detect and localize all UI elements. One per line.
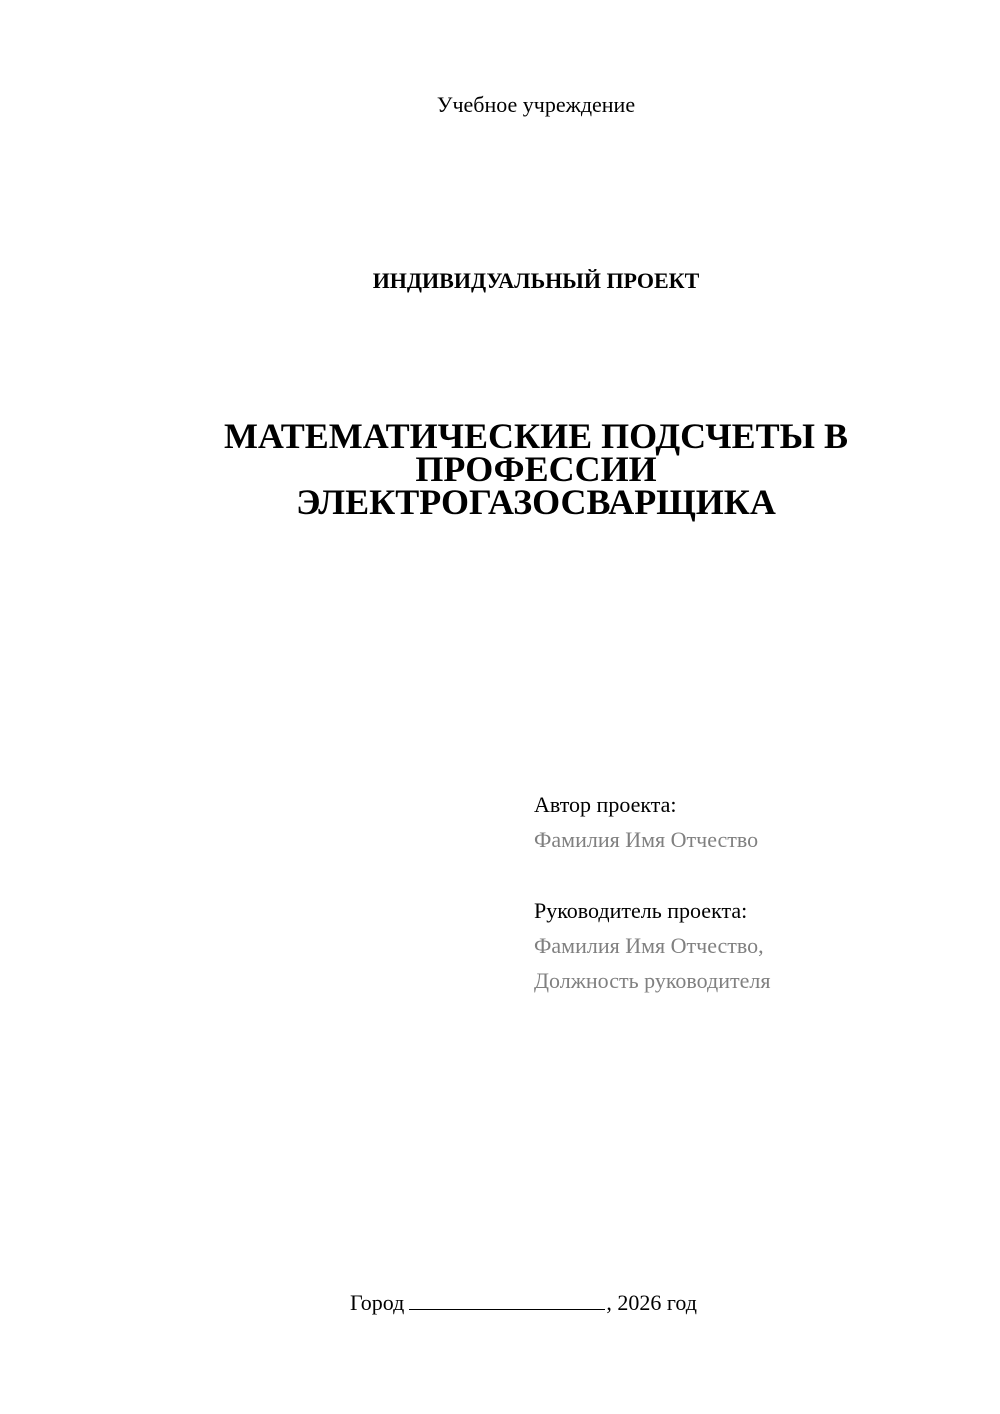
institution-name: Учебное учреждение bbox=[436, 92, 636, 117]
footer-city-year bbox=[350, 1290, 697, 1316]
supervisor-name: Фамилия Имя Отчество, bbox=[534, 933, 764, 958]
author-label: Автор проекта: bbox=[534, 792, 677, 817]
year-text: , 2026 год bbox=[606, 1290, 697, 1315]
title-line-1: МАТЕМАТИЧЕСКИЕ ПОДСЧЕТЫ В bbox=[223, 416, 849, 456]
city-blank-line bbox=[409, 1290, 605, 1310]
supervisor-block bbox=[534, 893, 770, 998]
author-name: Фамилия Имя Отчество bbox=[534, 827, 759, 852]
supervisor-label: Руководитель проекта: bbox=[534, 898, 748, 923]
title-line-2: ПРОФЕССИИ bbox=[415, 449, 657, 489]
author-block bbox=[534, 787, 758, 857]
document-title bbox=[0, 416, 1000, 522]
document-type: ИНДИВИДУАЛЬНЫЙ ПРОЕКТ bbox=[372, 268, 700, 293]
supervisor-position: Должность руководителя bbox=[534, 968, 771, 993]
title-line-3: ЭЛЕКТРОГАЗОСВАРЩИКА bbox=[296, 482, 776, 522]
city-label: Город bbox=[350, 1290, 405, 1315]
